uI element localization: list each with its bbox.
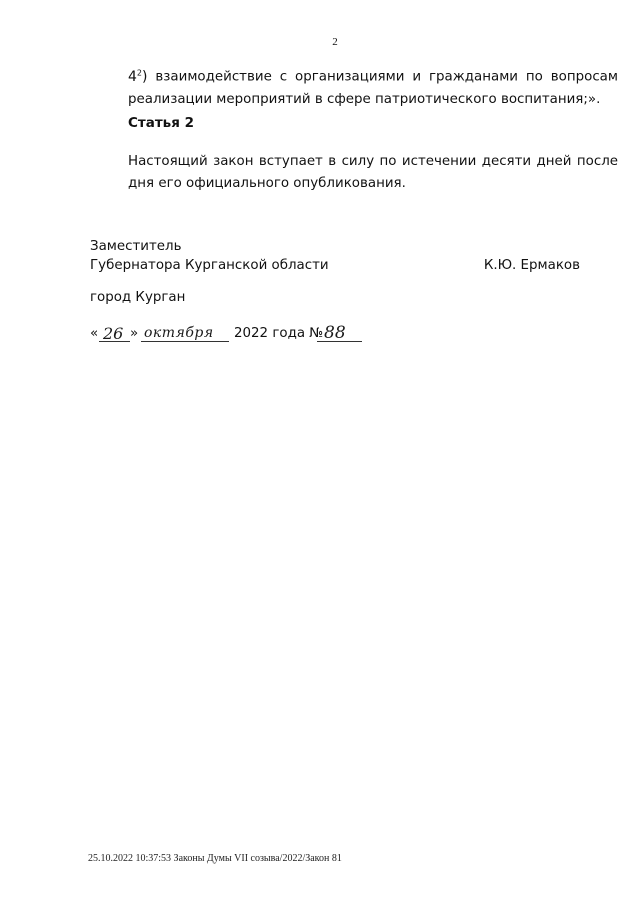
signer-title (90, 237, 329, 275)
handwritten-number: 88 (324, 323, 346, 343)
item-marker (128, 69, 147, 85)
signer-name: К.Ю. Ермаков (483, 258, 580, 273)
date-close-quote: » (130, 326, 139, 341)
item-marker-superscript: 2 (136, 68, 143, 77)
date-year-text: 2022 года № (234, 326, 324, 341)
article-text: Настоящий закон вступает в силу по истечении десяти дней после дня его официального опубликования. (128, 154, 618, 191)
item-marker-base: 4 (128, 68, 137, 85)
city-line: город Курган (90, 290, 186, 305)
signer-title-line1: Заместитель (90, 239, 182, 254)
date-line (90, 322, 390, 352)
item-text: взаимодействие с организациями и гражданами по вопросам реализации мероприятий в сфере патриотического воспитания;». (128, 69, 618, 107)
article-heading: Статья 2 (128, 115, 194, 131)
page-number: 2 (332, 36, 338, 48)
handwritten-day: 26 (103, 324, 124, 343)
list-item-paragraph (90, 62, 618, 111)
signer-title-line2: Губернатора Курганской области (90, 258, 329, 273)
footer-stamp: 25.10.2022 10:37:53 Законы Думы VII созыва/2022/Закон 81 (88, 853, 342, 864)
month-underline (141, 341, 229, 342)
item-marker-paren: ) (142, 68, 148, 85)
handwritten-month: октября (144, 325, 214, 341)
date-open-quote: « (90, 326, 99, 341)
